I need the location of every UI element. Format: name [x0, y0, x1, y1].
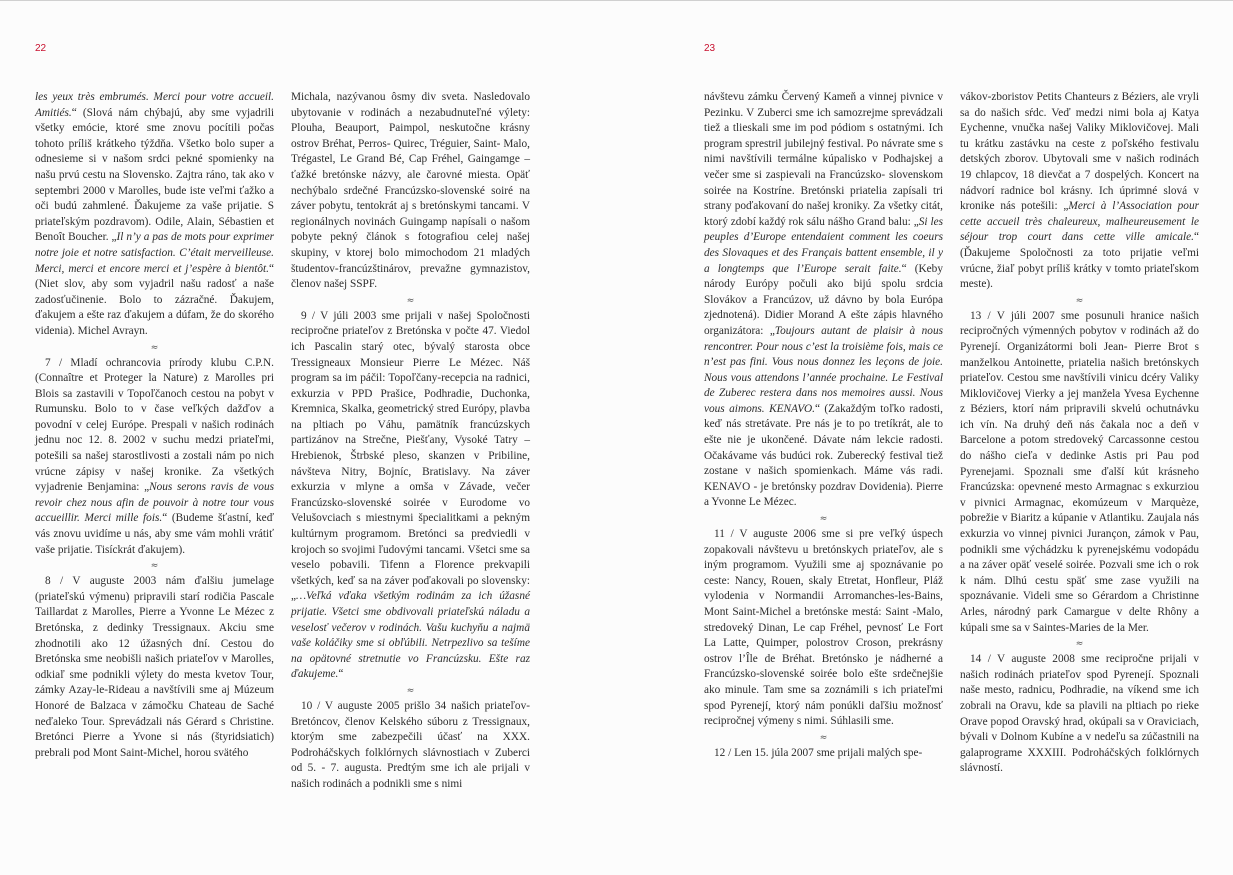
paragraph: [704, 90, 943, 511]
body-text: “ (Niet slov, aby som vyjadril našu radosť a naše zadosťučinenie. Bolo to zázračné. Ďakujem, ďakujem a ešte raz ďakujem a dúfam, že do skorého videnia). Michel Avrayn.: [35, 262, 274, 337]
column-1: [35, 90, 274, 761]
page-number-left: 22: [35, 43, 47, 54]
page-number-right: 23: [704, 43, 716, 54]
section-separator: ≈: [406, 685, 415, 696]
paragraph: [704, 746, 943, 762]
paragraph: [291, 699, 530, 793]
body-text: Michala, nazývanou ôsmy div sveta. Nasledovalo ubytovanie v rodinách a nezabudnuteľné výlety: Plouha, Beauport, Paimpol, neskutočne krásny ostrov Bréhat, Perros- Quirec, Tréguier, Saint- Malo, Trégastel, Le Grand Bé, Cap Fréhel, Gaingamge – ťažké bretónske názvy, ale čarovné miesta. Opäť nechýbalo srdečné Francúzsko-slovenské soiré na záver pobytu, tentokrát aj s bretónskymi tancami. V regionálnych novinách Guingamp napísali o našom pobyte pekný článok s fotografiou celej našej skupiny, v ktorej bolo mimochodom 21 mladých študentov-francúzštinárov, prevažne gymnazistov, členov našej SSPF.: [291, 91, 530, 291]
quote-text: Il n’y a pas de mots pour exprimer notre joie et notre satisfaction. C’était merveilleuse. Merci, merci et encore merci et j’espère à bientôt.: [35, 231, 275, 275]
section-separator: ≈: [406, 295, 415, 306]
body-text: 13 / V júli 2007 sme posunuli hranice našich recipročných výmenných pobytov v rodinách až do Pyrenejí. Organizátormi boli Jean- Pierre Brot s manželkou Antoinette, priatelia našich bretónskych priateľov. Cestou sme navštívili vinicu dcéry Valiky Miklovičovej Vierky a jej manžela Yvesa Eychenne z Béziers, ktorí nám pripravili skvelú ochutnávku ich vín. Na druhý deň nás čakala noc a deň v Barcelone a potom stredoveký Carcassonne cestou do nášho cieľa v dedinke Astis pri Pau pod Pyrenejami. Spoznali sme ďalší kút krásneho Francúzska: opevnené mesto Armagnac s exkurziou v pivnici Armagnac, ekomúzeum v Marquèze, pobrežie v Biaritz a kúpanie v Atlantiku. Zaujala nás exkurzia vo vinnej pivnici Jurançon, zámok v Pau, podnikli sme výchádzku k pyrenejskému vodopádu a na záver opäť veselé soirée. Pozvali sme ich o rok k nám. Dlhú cestu späť sme zase využili na spoznávanie. Videli sme so Gérardom a Christinne Arles, národný park Camargue v delte Rhôny a kúpali sme sa v Saintes-Maries de la Mer.: [960, 309, 1199, 634]
section-separator: ≈: [819, 514, 828, 525]
quote-text: Merci à l’Association pour cette accueil très chaleureux, malheureusement le séjour trop court dans cette ville amicale.: [960, 200, 1199, 244]
quote-text: Si les peuples d’Europe entendaient comment les coeurs des Slovaques et des Français battent ensemble, il y a longtemps que l’Europe serait faite.: [704, 215, 943, 275]
section-separator: ≈: [1075, 639, 1084, 650]
body-text: vákov-zboristov Petits Chanteurs z Béziers, ale vryli sa do našich sŕdc. Veď medzi nimi bola aj Katya Eychenne, vnučka našej Valiky Miklovičovej. Mali tu krátku zastávku na ceste z poľského festivalu detských zborov. Ubytovali sme v našich rodinách 19 chlapcov, 18 dievčat a 7 dospelých. Koncert na nádvorí radnice bol krásny. Ich úprimné slová v kronike nás potešili: „: [960, 91, 1199, 213]
column-3: [704, 90, 943, 761]
paragraph: [960, 652, 1199, 777]
quote-text: …Veľká vďaka všetkým rodinám za ich úžasné prijatie. Všetci sme obdivovali priateľskú náladu a veselosť večerov v rodinách. Vašu kuchyňu a najmä vaše koláčiky sme si obľúbili. Netrpezlivo sa tešíme na opätovné stretnutie vo Francúzsku. Ešte raz ďakujeme.: [291, 590, 530, 681]
column-2: [291, 90, 530, 793]
paragraph: [291, 90, 530, 293]
body-text: 10 / V auguste 2005 prišlo 34 našich priateľov-Bretóncov, členov Kelského súboru z Tressignaux, ktorým sme zabezpečili účasť na XXX. Podroháčskych folklórnych slávnostiach v Zuberci od 5. - 7. augusta. Predtým sme ich ale prijali v našich rodinách a podnikli sme s nimi: [291, 699, 530, 790]
body-text: “ (Keby národy Európy počuli ako bijú spolu srdcia Slovákov a Francúzov, už dávno by bola Európa zjednotená). Didier Morand A ešte zápis hlavného organizátora: „: [704, 262, 943, 337]
body-text: 8 / V auguste 2003 nám ďalšiu jumelage (priateľskú výmenu) pripravili starí rodičia Pascale Taillardat z Marolles, Pierre a Yvonne Le Mézec z Bretónska, z dedinky Tressignaux. Akciu sme zhodnotili ako 12 úžasných dní. Cestou do Bretónska sme neobišli našich priateľov v Marolles, odkiaľ sme podnikli výlety do mesta kvetov Tour, zámky Azay-le-Rideau a navštívili sme aj Múzeum Honoré de Balzaca v zámočku Chateau de Saché neďaleko Tour. Sprevádzali nás Gérard s Christine. Bretónci Pierre a Yvone si nás (štyridsiatich) prebrali pod Mont Saint-Michel, horou svätého: [35, 575, 274, 759]
paragraph: [35, 356, 274, 559]
section-separator: ≈: [819, 732, 828, 743]
quote-text: Nous serons ravis de vous revoir chez nous afin de pouvoir à notre tour vous accueillir. Merci mille fois.: [35, 481, 274, 525]
paragraph: [291, 309, 530, 683]
paragraph: [35, 574, 274, 761]
body-text: “ (Budeme šťastní, keď vás znovu uvidíme u nás, aby sme vám mohli vrátiť vaše prijatie. Tisíckrát ďakujem).: [35, 512, 274, 556]
body-text: “ (Zakaždým toľko radosti, keď nás stretávate. Pre nás je to po tretíkrát, ale to ešte nie je ukončené. Dávate nám lekcie radosti. Očakávame vás budúci rok. Zuberecký festival tiež zostane v našich spomienkach. Máme vás radi. KENAVO - je bretónsky pozdrav Dovidenia). Pierre a Yvonne Le Mézec.: [704, 402, 943, 509]
body-text: 11 / V auguste 2006 sme si pre veľký úspech zopakovali návštevu u bretónskych priateľov, ale s iným programom. Využili sme aj spoznávanie po ceste: Nancy, Rouen, skaly Etretat, Honfleur, Pláž vylodenia v Normandii Arromanches-les-Bains, Mont Saint-Michel a bretónske mestá: Saint -Malo, stredoveký Dinan, Le cap Fréhel, pevnosť Le Fort La Latte, Quimper, polostrov Croson, prekrásny ostrov l’Île de Bréhat. Bretónsko je nádherné a Francúzsko-slovenské soirée bolo ešte srdečnejšie ako minule. Tam sme sa zoznámili s ich priateľmi spod Pyrenejí, ktorý nám ponúkli daľšiu možnosť recipročnej výmeny s nimi. Súhlasili sme.: [704, 528, 943, 728]
section-separator: ≈: [1075, 295, 1084, 306]
body-text: “: [338, 668, 344, 681]
body-text: “ (Slová nám chýbajú, aby sme vyjadrili všetky emócie, ktoré sme znovu pocítili počas tohoto príliš krátkeho týždňa. Všetko bolo super a odnesieme si v našom srdci pekné spomienky na našu prvú cestu na Slovensko. Zajtra ráno, tak ako v septembri 2000 v Marolles, bude iste veľmi ťažko a oči budú zahmlené. Ďakujeme za vaše prijatie. S priateľským pozdravom). Odile, Alain, Sébastien et Benoît Boucher. „: [35, 106, 274, 244]
body-text: 7 / Mladí ochrancovia prírody klubu C.P.N. (Connaître et Proteger la Nature) z Marolles pri Blois sa zastavili v Topoľčanoch cestou na pobyt v Rumunsku. Bolo to v čase veľkých dažďov a povodní v celej Európe. Prespali v našich rodinách jednu noc 12. 8. 2002 v suchu medzi priateľmi, potešili sa našej starostlivosti a zostali nám po nich vrúcne zápisy v našej kronike. Za všetkých vyjadrenie Benjamina: „: [35, 356, 274, 494]
quote-text: Toujours autant de plaisir à nous rencontrer. Pour nous c’est la troisième fois, mais ce n’est pas fini. Vous nous donnez les leçons de joie. Nous vous attendons l’année prochaine. Le Festival de Zuberec restera dans nos memoires aussi. Nous vous aimons. KENAVO.: [704, 324, 943, 415]
paragraph: [960, 90, 1199, 293]
body-text: 9 / V júli 2003 sme prijali v našej Spoločnosti recipročne priateľov z Bretónska v počte 47. Viedol ich Pascalin starý otec, bývalý starosta obce Tressigneaux Monsieur Pierre Le Mézec. Náš program sa im páčil: Topoľčany-recepcia na radnici, exkurzia v PPD Prašice, Podhradie, Duchonka, Kremnica, Skalka, geometrický stred Európy, plavba na pltiach po Váhu, pamätník francúzskych partizánov na Strečne, Piešťany, Vysoké Tatry – Hrebienok, Štrbské pleso, skanzen v Pribiline, návšteva Nitry, Bojníc, Bratislavy. Na záver exkurzia v mlyne a omša v Závade, večer Francúzsko-slovenské soirée v Eurodome vo Velušovciach s miestnymi špecialitkami a pekným kultúrnym programom. Bretónci sa predviedli v krojoch so svojimi ľudovými tancami. Všetci sme sa veselo pobavili. Tifenn a Florence prekvapili všetkých, keď sa na záver poďakovali po slovensky: „: [291, 309, 530, 603]
section-separator: ≈: [150, 342, 159, 353]
quote-text: les yeux très embrumés. Merci pour votre accueil. Amitiés.: [35, 91, 274, 119]
paragraph: [35, 90, 274, 340]
top-border: [0, 0, 1233, 1]
paragraph: [704, 527, 943, 730]
paragraph: [960, 309, 1199, 636]
body-text: návštevu zámku Červený Kameň a vinnej pivnice v Pezinku. V Zuberci sme ich samozrejme sprevádzali tiež a tlieskali sme im pod pódiom s ostatnými. Ich program sprestril jubilejný festival. Po návrate sme s nimi navštívili termálne kúpalisko v Podhajskej a večer sme si zaspievali na Francúzsko- slovenskom soirée na Kostríne. Bretónski priatelia zapísali tri strany poďakovaní do našej kroniky. Za všetky citát, ktorý zdobí každý rok sálu nášho Grand balu: „: [704, 91, 943, 228]
body-text: “ (Ďakujeme Spoločnosti za toto prijatie veľmi vrúcne, žiaľ pobyt príliš krátky v tomto priateľskom meste).: [960, 231, 1199, 291]
column-4: [960, 90, 1199, 777]
body-text: 12 / Len 15. júla 2007 sme prijali malých spe-: [714, 746, 923, 759]
body-text: 14 / V auguste 2008 sme recipročne prijali v našich rodinách priateľov spod Pyrenejí. Spoznali naše mesto, radnicu, Podhradie, na víkend sme ich zobrali na Oravu, kde sa plavili na pltiach po rieke Orave popod Oravský hrad, okúpali sa v Oraviciach, bývali v Dolnom Kubíne a v nedeľu sa zúčastnili na galaprograme XXXIII. Podroháčských folklórnych slávností.: [960, 653, 1199, 775]
section-separator: ≈: [150, 561, 159, 572]
